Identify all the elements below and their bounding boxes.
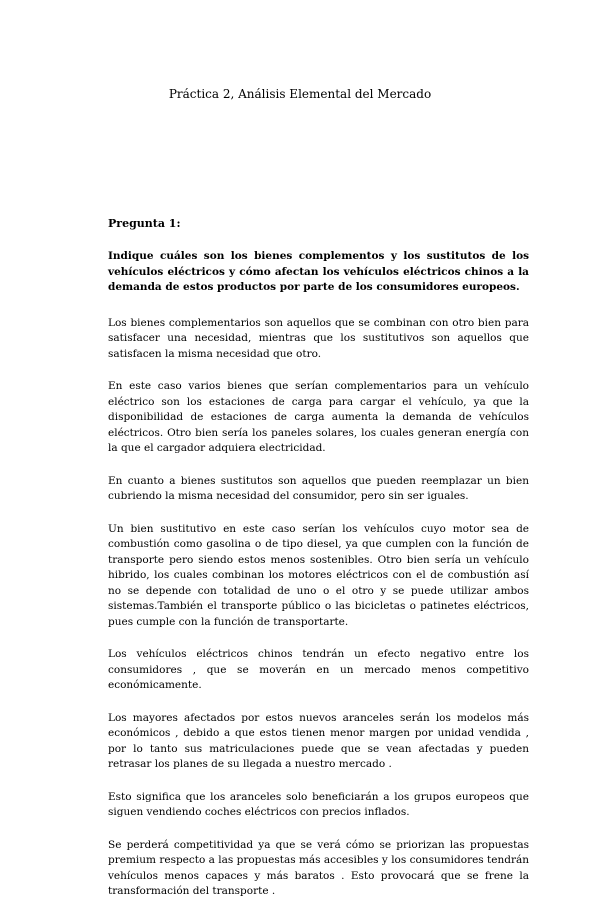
document-title: Práctica 2, Análisis Elemental del Mercado [168,87,432,101]
paragraph-complements-examples: En este caso varios bienes que serían complementarios para un vehículo eléctrico son los estaciones de carga para cargar el vehículo, ya que la disponibilidad de estaciones de carga aumenta la demanda de vehículos eléctricos. Otro bien sería los paneles solares, los cuales generan energía con la que el cargador adquiera electricidad. [108,380,529,454]
question-text: Indique cuáles son los bienes complementos y los sustitutos de los vehículos eléctricos y cómo afectan los vehículos eléctricos chinos a la demanda de estos productos por parte de los consumidores europeos. [108,250,529,293]
paragraph-competitiveness: Se perderá competitividad ya que se verá cómo se priorizan las propuestas premium respecto a las propuestas más accesibles y los consumidores tendrán vehículos menos capaces y más baratos . Esto provocará que se frene la transformación del transporte . [108,838,529,897]
paragraph-complements-definition: Los bienes complementarios son aquellos que se combinan con otro bien para satisfacer una necesidad, mientras que los sustitutivos son aquellos que satisfacen la misma necesidad que otro. [108,316,529,360]
paragraph-substitutes-definition: En cuanto a bienes sustitutos son aquellos que pueden reemplazar un bien cubriendo la misma necesidad del consumidor, pero sin ser iguales. [108,474,529,502]
paragraph-chinese-ev-effect: Los vehículos eléctricos chinos tendrán un efecto negativo entre los consumidores , que se moverán en un mercado menos competitivo económicamente. [108,648,529,691]
paragraph-substitutes-examples: Un bien sustitutivo en este caso serían los vehículos cuyo motor sea de combustión como gasolina o de tipo diesel, ya que cumplen con la función de transporte pero siendo estos menos sostenibles. Otro bien sería un vehículo hibrido, los cuales combinan los motores eléctricos con el de combustión así no se depende con totalidad de uno o el otro y se puede utilizar ambos sistemas.También el transporte público o las bicicletas o patinetes eléctricos, pues cumple con la función de transportarte. [108,522,529,628]
paragraph-tariffs-beneficiaries: Esto significa que los aranceles solo beneficiarán a los grupos europeos que siguen vendiendo coches eléctricos con precios inflados. [108,790,529,818]
question-heading: Pregunta 1: [108,217,181,230]
paragraph-tariffs-affected: Los mayores afectados por estos nuevos aranceles serán los modelos más económicos , debido a que estos tienen menor margen por unidad vendida , por lo tanto sus matriculaciones puede que se vean afectadas y pueden retrasar los planes de su llegada a nuestro mercado . [108,711,529,770]
document-body [108,216,529,917]
